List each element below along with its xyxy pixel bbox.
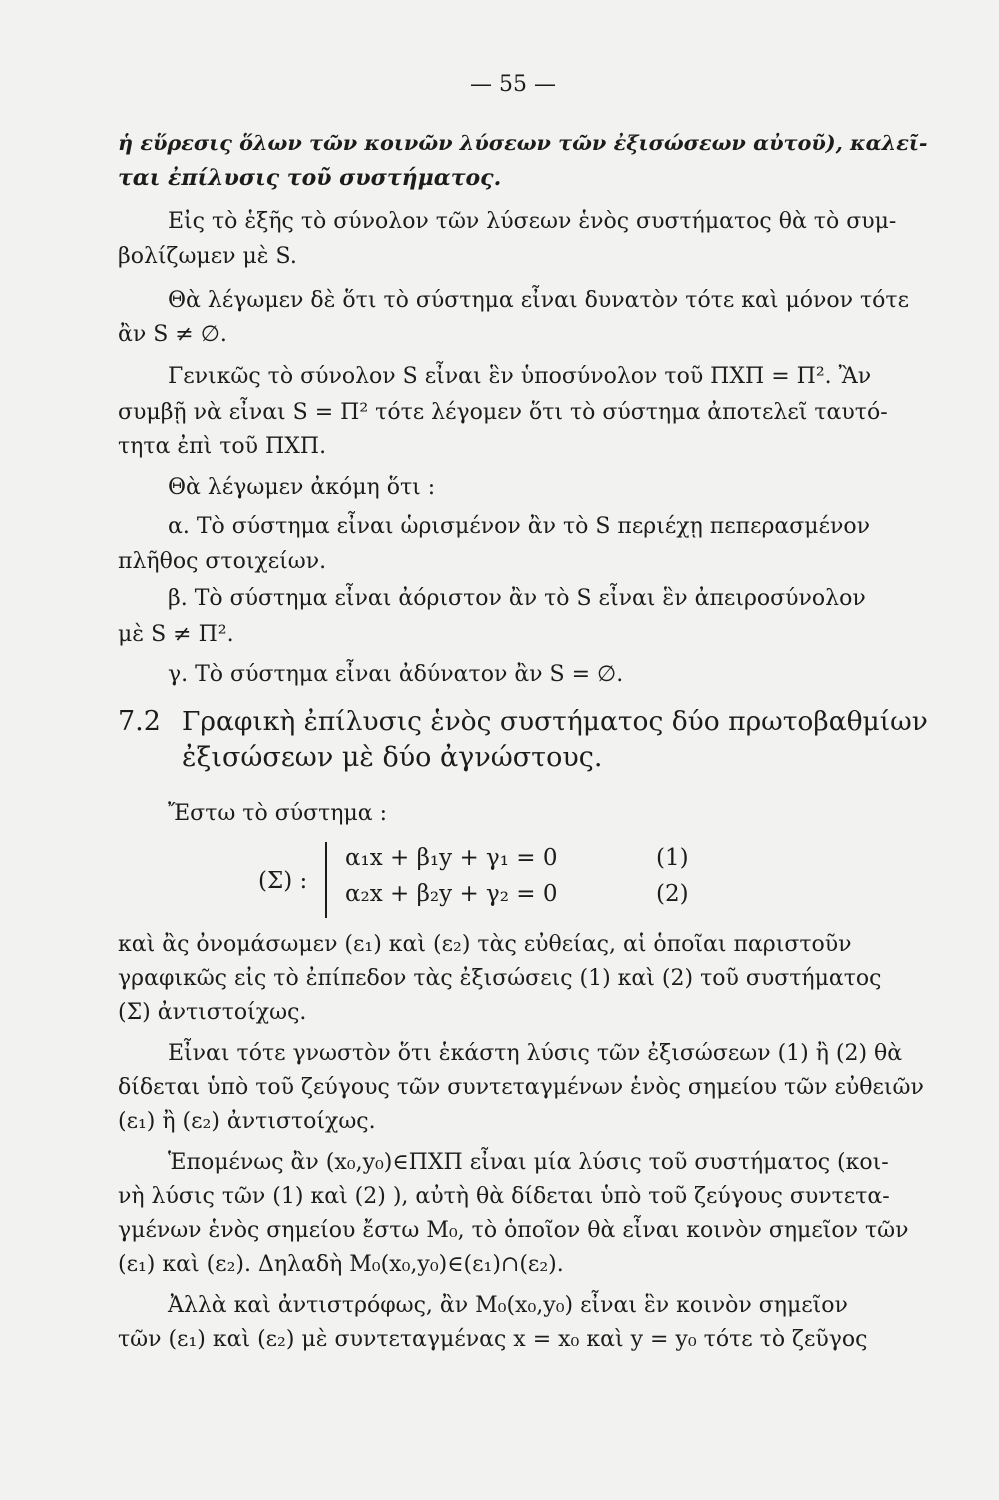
text-line: (ε₁) καὶ (ε₂). Δηλαδὴ M₀(x₀,y₀)∈(ε₁)∩(ε₂). bbox=[118, 1252, 564, 1277]
text-line: β. Τὸ σύστημα εἶναι ἀόριστον ἂν τὸ S εἶναι ἓν ἀπειροσύνολον bbox=[168, 586, 866, 611]
text-line: (ε₁) ἢ (ε₂) ἀντιστοίχως. bbox=[118, 1109, 376, 1134]
text-line: Θὰ λέγωμεν δὲ ὅτι τὸ σύστημα εἶναι δυνατὸν τότε καὶ μόνον τότε bbox=[168, 288, 909, 313]
text-line: καὶ ἂς ὀνομάσωμεν (ε₁) καὶ (ε₂) τὰς εὐθείας, αἱ ὁποῖαι παριστοῦν bbox=[118, 932, 852, 957]
text-line: τητα ἐπὶ τοῦ ΠΧΠ. bbox=[118, 434, 327, 459]
text-line: μὲ S ≠ Π². bbox=[118, 622, 234, 647]
text-line: ται ἐπίλυσις τοῦ συστήματος. bbox=[118, 165, 502, 191]
text-line: γραφικῶς εἰς τὸ ἐπίπεδον τὰς ἐξισώσεις (1) καὶ (2) τοῦ συστήματος bbox=[118, 966, 882, 991]
text-line: νὴ λύσις τῶν (1) καὶ (2) ), αὐτὴ θὰ δίδεται ὑπὸ τοῦ ζεύγους συντετα- bbox=[118, 1184, 890, 1209]
equation-2: α₂x + β₂y + γ₂ = 0 bbox=[345, 881, 558, 907]
text-line: δίδεται ὑπὸ τοῦ ζεύγους τῶν συντεταγμένων ἑνὸς σημείου τῶν εὐθειῶν bbox=[118, 1075, 924, 1100]
equation-2-number: (2) bbox=[656, 881, 689, 907]
text-line: γ. Τὸ σύστημα εἶναι ἀδύνατον ἂν S = ∅. bbox=[168, 662, 624, 687]
equation-1-number: (1) bbox=[656, 845, 689, 871]
text-line: Ἑπομένως ἂν (x₀,y₀)∈ΠΧΠ εἶναι μία λύσις τοῦ συστήματος (κοι- bbox=[168, 1150, 889, 1175]
system-brace bbox=[325, 842, 341, 918]
text-line: Γενικῶς τὸ σύνολον S εἶναι ἓν ὑποσύνολον τοῦ ΠΧΠ = Π². Ἂν bbox=[168, 364, 872, 389]
text-line: α. Τὸ σύστημα εἶναι ὡρισμένον ἂν τὸ S περιέχῃ πεπερασμένον bbox=[168, 514, 870, 539]
text-line: συμβῇ νὰ εἶναι S = Π² τότε λέγομεν ὅτι τὸ σύστημα ἀποτελεῖ ταυτό- bbox=[118, 400, 888, 425]
section-number: 7.2 bbox=[118, 706, 161, 737]
text-line: πλῆθος στοιχείων. bbox=[118, 549, 327, 574]
text-line: βολίζωμεν μὲ S. bbox=[118, 244, 297, 269]
text-line: Θὰ λέγωμεν ἀκόμη ὅτι : bbox=[168, 475, 436, 500]
text-line: ἂν S ≠ ∅. bbox=[118, 322, 227, 347]
text-line: Ἀλλὰ καὶ ἀντιστρόφως, ἂν M₀(x₀,y₀) εἶναι ἓν κοινὸν σημεῖον bbox=[168, 1293, 848, 1318]
text-line: Εἰς τὸ ἑξῆς τὸ σύνολον τῶν λύσεων ἑνὸς συστήματος θὰ τὸ συμ- bbox=[168, 209, 897, 234]
system-intro: Ἔστω τὸ σύστημα : bbox=[168, 801, 388, 826]
text-line: Εἶναι τότε γνωστὸν ὅτι ἑκάστη λύσις τῶν ἐξισώσεων (1) ἢ (2) θὰ bbox=[168, 1041, 903, 1066]
text-line: γμένων ἑνὸς σημείου ἔστω M₀, τὸ ὁποῖον θὰ εἶναι κοινὸν σημεῖον τῶν bbox=[118, 1218, 909, 1243]
page-number: — 55 — bbox=[470, 72, 556, 97]
section-title: Γραφικὴ ἐπίλυσις ἑνὸς συστήματος δύο πρωτοβαθμίων bbox=[182, 706, 928, 737]
section-title-continued: ἐξισώσεων μὲ δύο ἀγνώστους. bbox=[182, 742, 603, 773]
system-label: (Σ) : bbox=[258, 868, 308, 894]
text-line: τῶν (ε₁) καὶ (ε₂) μὲ συντεταγμένας x = x₀ καὶ y = y₀ τότε τὸ ζεῦγος bbox=[118, 1327, 868, 1352]
text-line: ἡ εὕρεσις ὅλων τῶν κοινῶν λύσεων τῶν ἐξισώσεων αὐτοῦ), καλεῖ- bbox=[118, 130, 928, 155]
text-line: (Σ) ἀντιστοίχως. bbox=[118, 1000, 307, 1025]
equation-1: α₁x + β₁y + γ₁ = 0 bbox=[345, 845, 558, 871]
